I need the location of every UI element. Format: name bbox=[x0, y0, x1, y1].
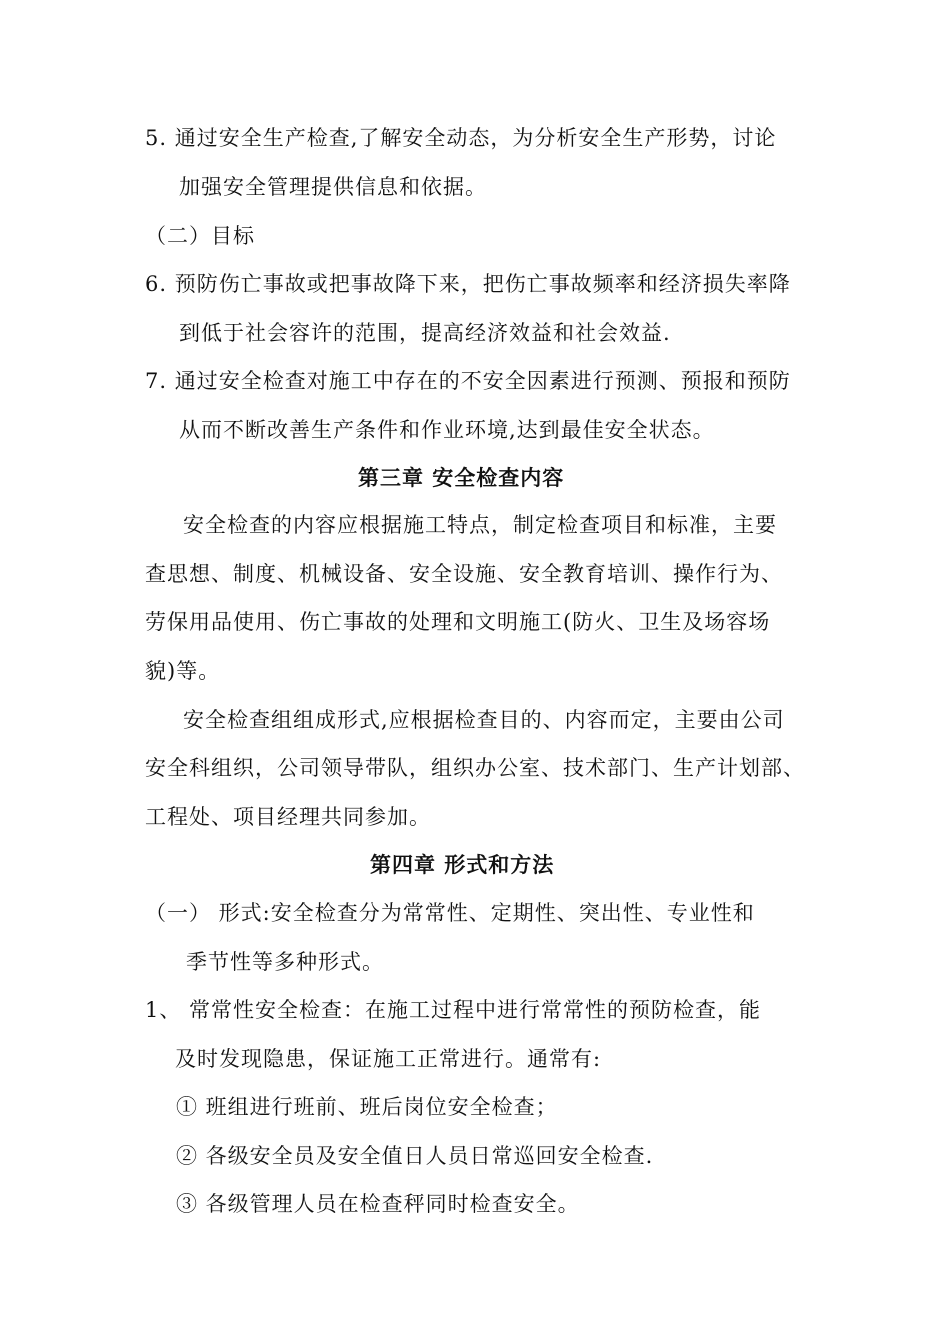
sub-item-2: ② 各级安全员及安全值日人员日常巡回安全检查. bbox=[176, 1144, 654, 1168]
item-6-line-1: 6. 预防伤亡事故或把事故降下来，把伤亡事故频率和经济损失率降 bbox=[145, 272, 791, 296]
chapter-4-title: 第四章 形式和方法 bbox=[370, 853, 555, 877]
form-item-line-2: 季节性等多种形式。 bbox=[186, 950, 384, 974]
chapter-3-para-1-line-4: 貌)等。 bbox=[145, 659, 221, 683]
item-5-line-1: 5. 通过安全生产检查,了解安全动态，为分析安全生产形势，讨论 bbox=[145, 126, 777, 150]
chapter-3-title: 第三章 安全检查内容 bbox=[358, 466, 565, 490]
item-7-line-2: 从而不断改善生产条件和作业环境,达到最佳安全状态。 bbox=[179, 418, 715, 442]
chapter-3-para-1-line-2: 查思想、制度、机械设备、安全设施、安全教育培训、操作行为、 bbox=[145, 562, 783, 586]
chapter-3-para-1-line-3: 劳保用品使用、伤亡事故的处理和文明施工(防火、卫生及场容场 bbox=[145, 610, 771, 634]
item-7-line-1: 7. 通过安全检查对施工中存在的不安全因素进行预测、预报和预防 bbox=[145, 369, 791, 393]
item-6-line-2: 到低于社会容许的范围，提高经济效益和社会效益. bbox=[179, 321, 671, 345]
chapter-3-para-2-line-1: 安全检查组组成形式,应根据检查目的、内容而定，主要由公司 bbox=[183, 708, 785, 732]
item-5-line-2: 加强安全管理提供信息和依据。 bbox=[179, 175, 487, 199]
item-1-line-1: 1、 常常性安全检查：在施工过程中进行常常性的预防检查，能 bbox=[145, 998, 762, 1022]
chapter-3-para-2-line-3: 工程处、项目经理共同参加。 bbox=[145, 805, 431, 829]
sub-item-1: ① 班组进行班前、班后岗位安全检查； bbox=[176, 1095, 558, 1119]
sub-item-3: ③ 各级管理人员在检查秤同时检查安全。 bbox=[176, 1192, 580, 1216]
form-item-line-1: （一） 形式:安全检查分为常常性、定期性、突出性、专业性和 bbox=[145, 901, 755, 925]
item-1-line-2: 及时发现隐患，保证施工正常进行。通常有: bbox=[175, 1047, 602, 1071]
goal-heading: （二）目标 bbox=[145, 224, 255, 248]
chapter-3-para-2-line-2: 安全科组织，公司领导带队，组织办公室、技术部门、生产计划部、 bbox=[145, 756, 805, 780]
chapter-3-para-1-line-1: 安全检查的内容应根据施工特点，制定检查项目和标准，主要 bbox=[183, 513, 777, 537]
